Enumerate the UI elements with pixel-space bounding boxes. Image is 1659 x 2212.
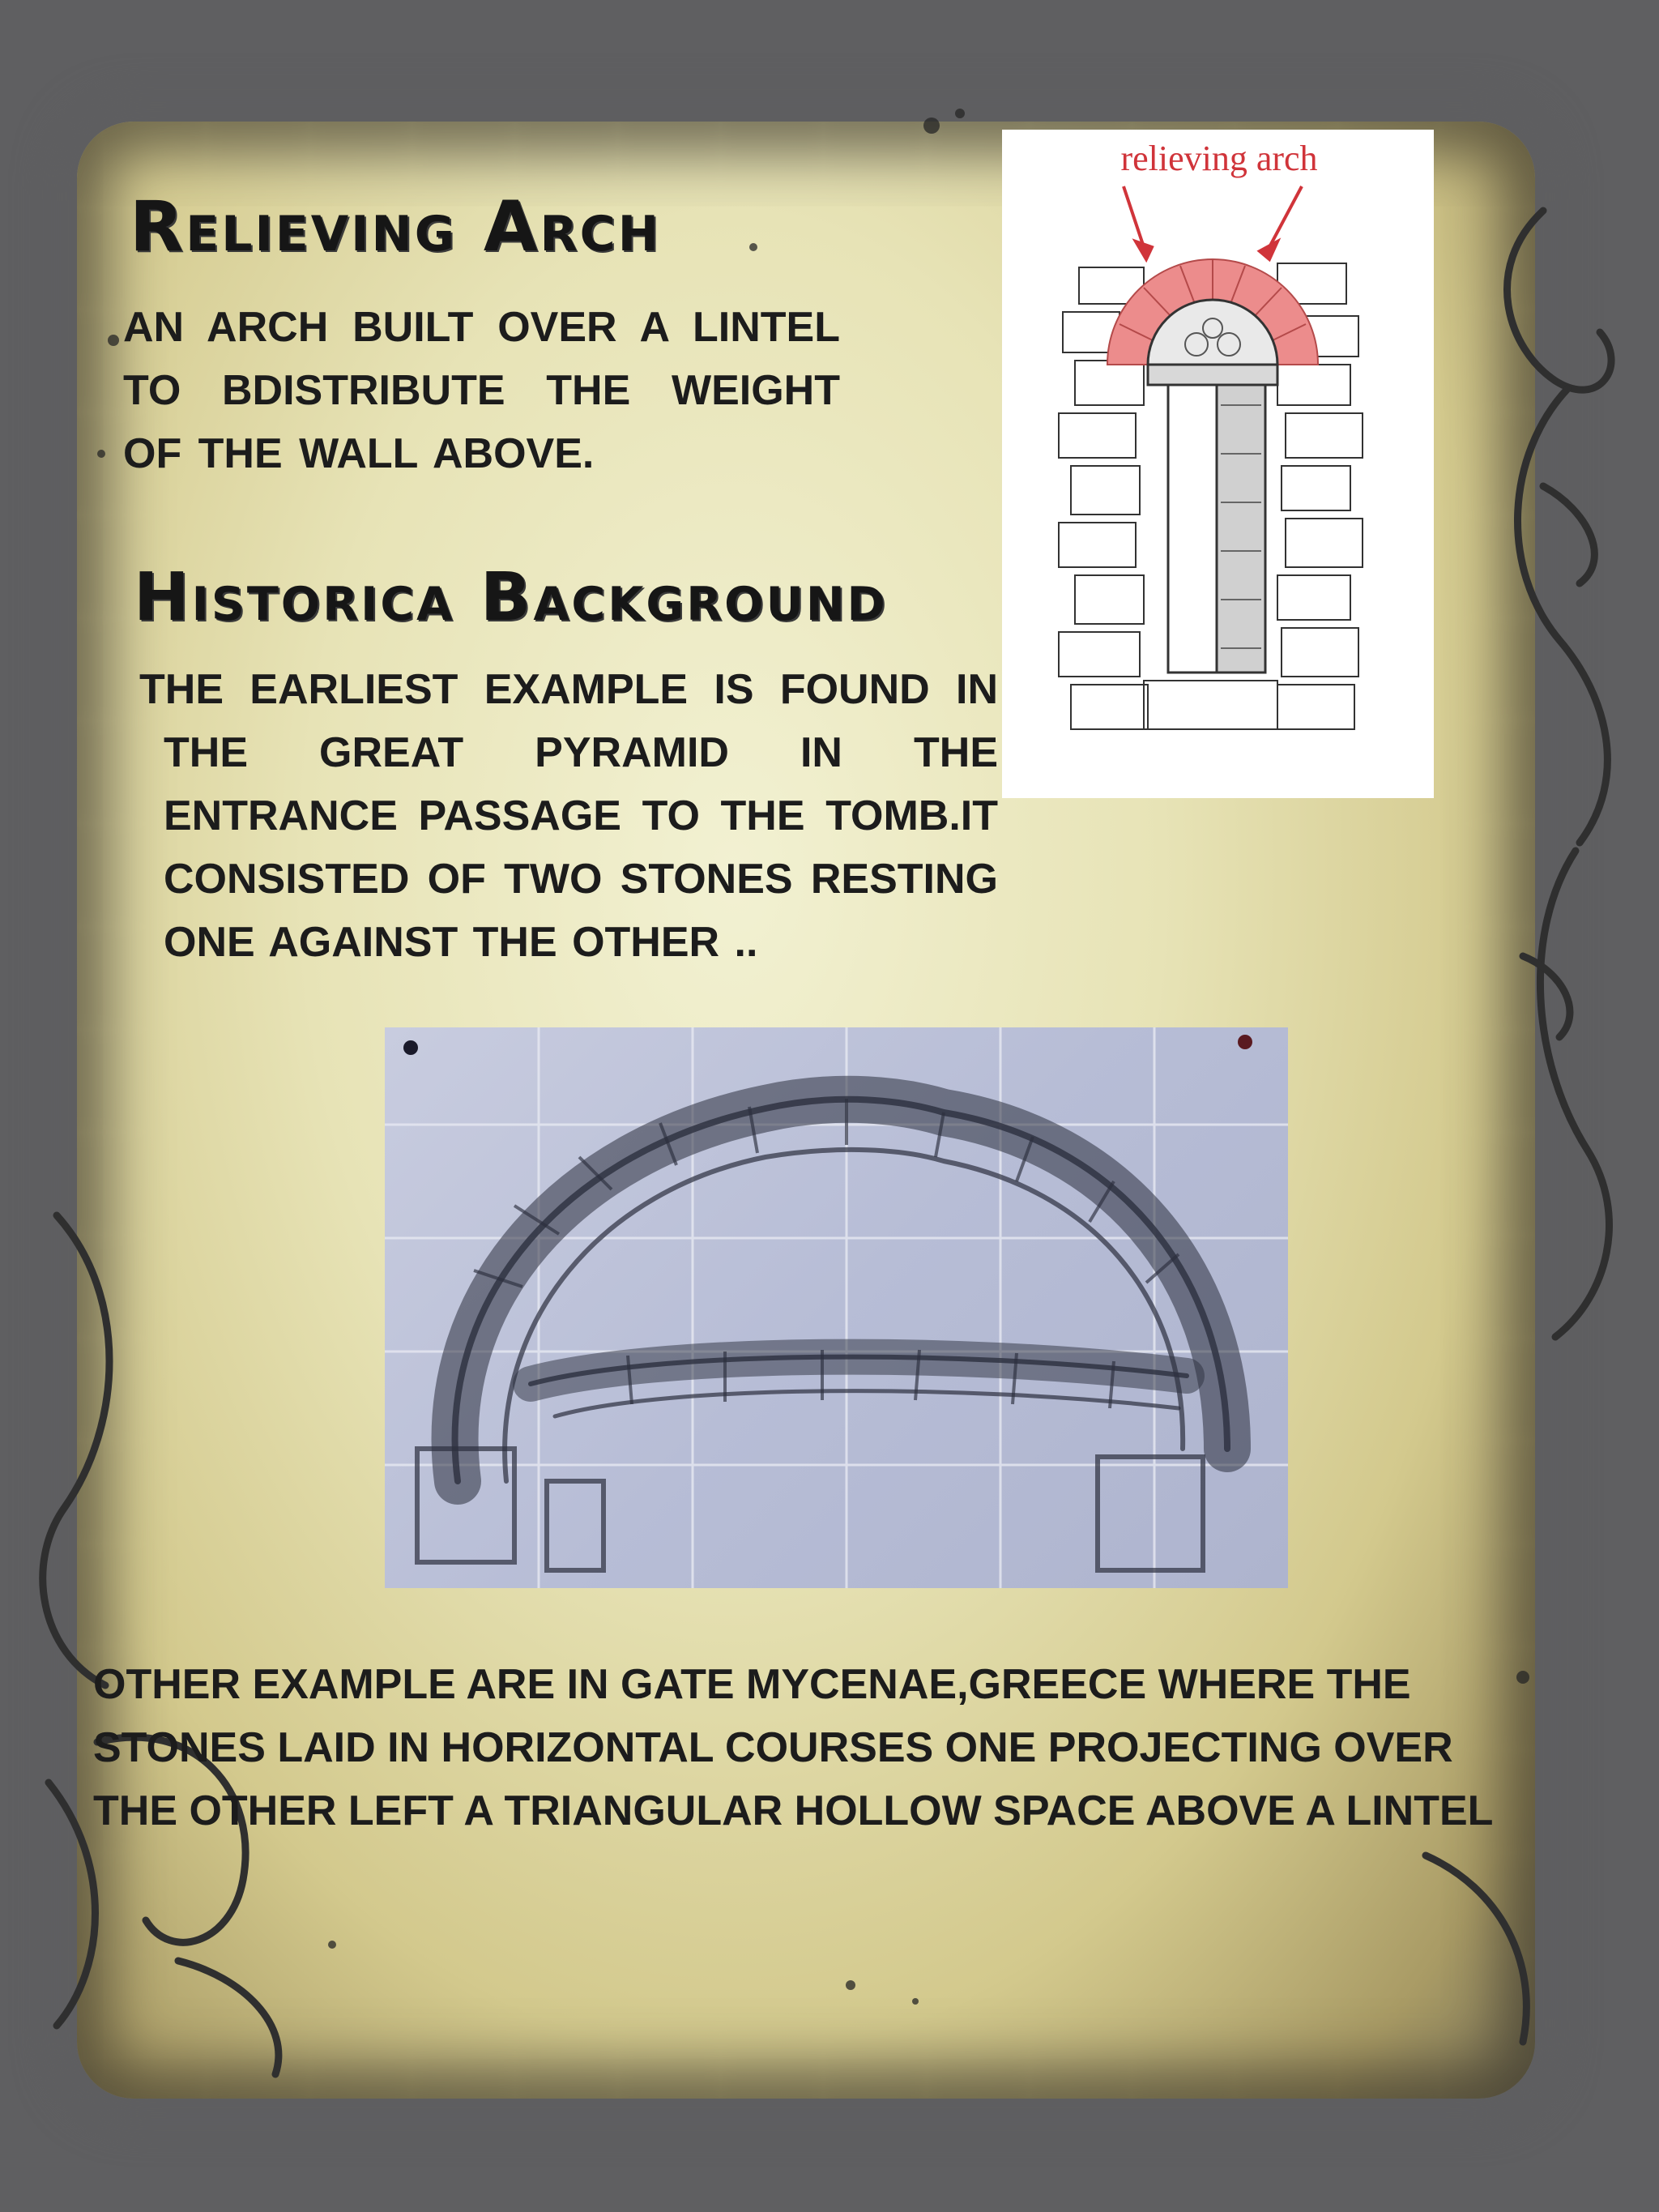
arrow-icons bbox=[1124, 186, 1302, 259]
heading-relieving-arch: Relieving Arch bbox=[130, 186, 661, 267]
definition-paragraph: AN ARCH BUILT OVER A LINTEL TO BDISTRIBUTE THE WEIGHT OF THE WALL ABOVE. bbox=[123, 304, 840, 477]
arch-sketch-photo bbox=[385, 1027, 1288, 1588]
diagram-label: relieving arch bbox=[1120, 139, 1318, 178]
other-examples-paragraph: OTHER EXAMPLE ARE IN GATE MYCENAE,GREECE WHERE THE STONES LAID IN HORIZONTAL COURSES ONE PROJECTING OVER THE OTHER LEFT A TRIANGULAR HOLLOW SPACE ABOVE A LINTEL bbox=[93, 1661, 1494, 1834]
relieving-arch-diagram bbox=[1002, 130, 1434, 798]
history-paragraph: THE EARLIEST EXAMPLE IS FOUND IN THE GREAT PYRAMID IN THE ENTRANCE PASSAGE TO THE TOMB.IT CONSISTED OF TWO STONES RESTING ONE AGAINST THE OTHER .. bbox=[139, 666, 998, 966]
heading-historical-background: Historica Background bbox=[134, 559, 888, 636]
